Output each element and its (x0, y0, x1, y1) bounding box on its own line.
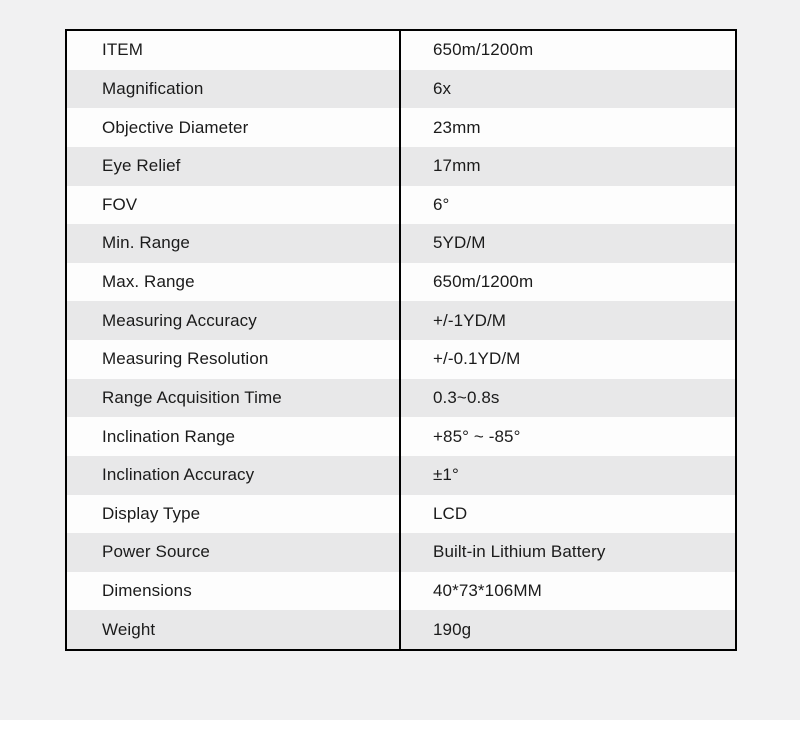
table-row-eye-relief (67, 147, 735, 186)
spec-label: Magnification (67, 70, 401, 109)
table-row-range-acquisition-time (67, 379, 735, 418)
spec-value: 6° (433, 194, 450, 214)
spec-value: 190g (433, 619, 472, 639)
spec-value: 650m/1200m (433, 272, 534, 292)
spec-value: Built-in Lithium Battery (433, 542, 606, 562)
table-row-inclination-accuracy (67, 456, 735, 495)
spec-label: Objective Diameter (67, 108, 401, 147)
table-row-fov (67, 186, 735, 225)
spec-label: Power Source (67, 533, 401, 572)
spec-value: 5YD/M (433, 233, 486, 253)
spec-label: Range Acquisition Time (67, 379, 401, 418)
spec-value: ±1° (433, 465, 459, 485)
table-row-display-type (67, 495, 735, 534)
spec-value: 6x (433, 78, 452, 98)
spec-value: 650m/1200m (433, 40, 534, 60)
spec-value: +/-0.1YD/M (433, 349, 521, 369)
spec-value: 23mm (433, 117, 481, 137)
table-row-dimensions (67, 572, 735, 611)
table-row-measuring-accuracy (67, 301, 735, 340)
table-row-min-range (67, 224, 735, 263)
spec-value: +85° ~ -85° (433, 426, 521, 446)
spec-label: Inclination Accuracy (67, 456, 401, 495)
spec-label: Measuring Resolution (67, 340, 401, 379)
spec-label: Dimensions (67, 572, 401, 611)
spec-table (65, 29, 737, 651)
spec-label: FOV (67, 186, 401, 225)
table-row-power-source (67, 533, 735, 572)
spec-value: LCD (433, 503, 468, 523)
table-row-item (67, 31, 735, 70)
table-row-inclination-range (67, 417, 735, 456)
spec-label: ITEM (67, 31, 401, 70)
table-row-objective-diameter (67, 108, 735, 147)
spec-value: +/-1YD/M (433, 310, 507, 330)
table-row-weight (67, 610, 735, 649)
spec-label: Max. Range (67, 263, 401, 302)
spec-label: Min. Range (67, 224, 401, 263)
table-row-magnification (67, 70, 735, 109)
table-row-measuring-resolution (67, 340, 735, 379)
spec-label: Display Type (67, 495, 401, 534)
spec-value: 40*73*106MM (433, 581, 542, 601)
spec-value: 17mm (433, 156, 481, 176)
spec-label: Weight (67, 610, 401, 649)
spec-label: Measuring Accuracy (67, 301, 401, 340)
footer-strip (0, 720, 800, 737)
spec-label: Eye Relief (67, 147, 401, 186)
table-row-max-range (67, 263, 735, 302)
spec-value: 0.3~0.8s (433, 387, 500, 407)
spec-label: Inclination Range (67, 417, 401, 456)
